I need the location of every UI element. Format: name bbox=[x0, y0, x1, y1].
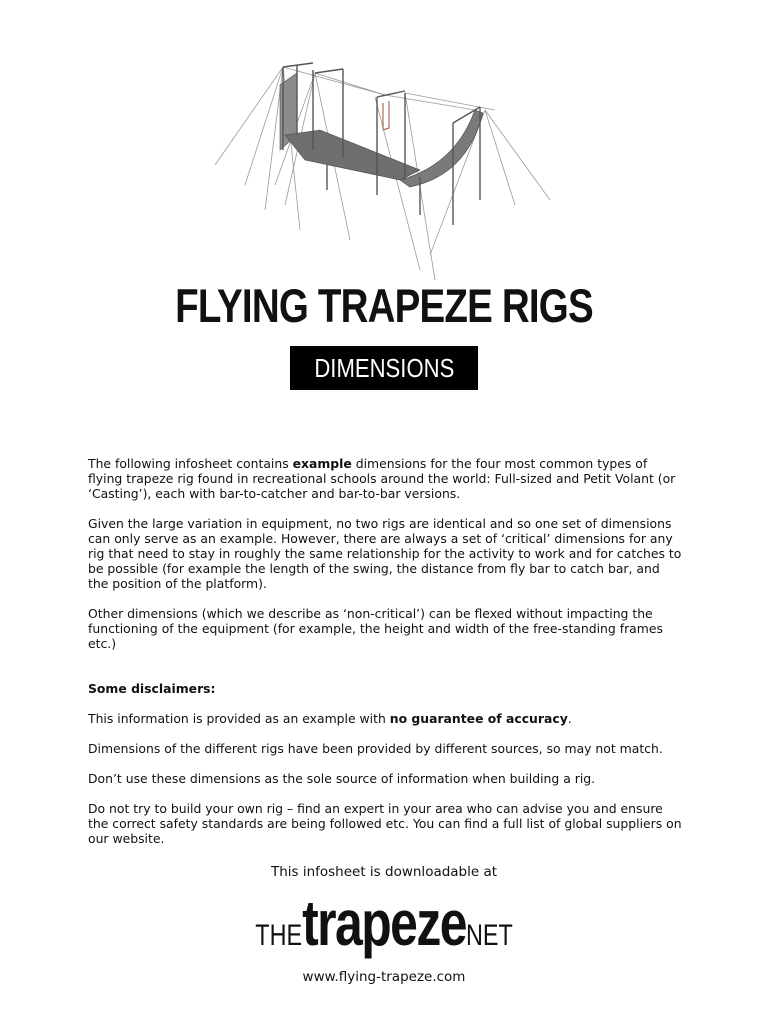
intro-paragraph-2: Given the large variation in equipment, no two rigs are identical and so one set of dimensions can only serve as an example. However, there are always a set of ‘critical’ dimensions for any rig that need to stay in roughly the same relationship for the activity to work and for catches to be possible (for example the length of the swing, the distance from fly bar to catch bar, and the position of the platform). bbox=[88, 516, 682, 591]
trapeze-rig-illustration bbox=[205, 55, 565, 285]
disclaimer-2: Dimensions of the different rigs have been provided by different sources, so may not match. bbox=[88, 741, 663, 756]
disclaimers-heading: Some disclaimers: bbox=[88, 681, 216, 696]
disclaimer-1: This information is provided as an example with no guarantee of accuracy. bbox=[88, 711, 572, 726]
the-trapeze-net-logo: THEtrapezeNET bbox=[255, 887, 513, 959]
infosheet-body bbox=[88, 456, 683, 861]
website-url[interactable]: www.flying-trapeze.com bbox=[302, 969, 466, 985]
dimensions-badge: DIMENSIONS bbox=[290, 346, 479, 390]
page-title: FLYING TRAPEZE RIGS bbox=[175, 279, 593, 332]
intro-paragraph-1: The following infosheet contains example dimensions for the four most common types of flying trapeze rig found in recreational schools around the world: Full-sized and Petit Volant (or ‘Casting’), each with bar-to-catcher and bar-to-bar versions. bbox=[88, 456, 676, 501]
intro-paragraph-3: Other dimensions (which we describe as ‘non-critical’) can be flexed without impacting the functioning of the equipment (for example, the height and width of the free-standing frames etc.) bbox=[88, 606, 663, 651]
download-note: This infosheet is downloadable at bbox=[270, 864, 498, 880]
disclaimer-3: Don’t use these dimensions as the sole source of information when building a rig. bbox=[88, 771, 596, 786]
disclaimer-4: Do not try to build your own rig – find an expert in your area who can advise you and ensure the correct safety standards are being followed etc. You can find a full list of global suppliers on our website. bbox=[88, 801, 682, 846]
